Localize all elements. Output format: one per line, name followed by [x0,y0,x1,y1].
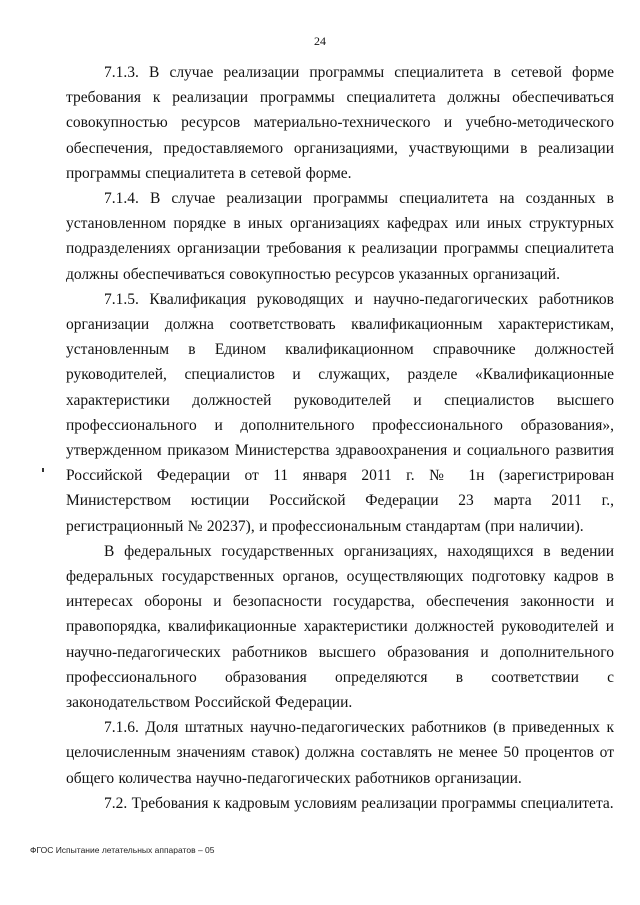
document-body [66,60,614,816]
paragraph-7-2: 7.2. Требования к кадровым условиям реализации программы специалитета. [104,794,614,812]
paragraph-federal-organizations: В федеральных государственных организациях, находящихся в ведении федеральных государственных органов, осуществляющих подготовку кадров в интересах обороны и безопасности государства, обеспечения законности и правопорядка, квалификационные характеристики должностей руководителей и научно-педагогических работников высшего образования и дополнительного профессионального образования определяются в соответствии с законодательством Российской Федерации. [66,542,614,712]
paragraph-7-1-4: 7.1.4. В случае реализации программы специалитета на созданных в установленном порядке в иных организациях кафедрах или иных структурных подразделениях организации требования к реализации программы специалитета должны обеспечиваться совокупностью ресурсов указанных организаций. [66,190,614,283]
paragraph-7-1-6: 7.1.6. Доля штатных научно-педагогических работников (в приведенных к целочисленным значениям ставок) должна составлять не менее 50 процентов от общего количества научно-педагогических работников организации. [66,719,614,787]
page-number: 24 [314,34,326,48]
scan-speck [42,468,44,472]
page-footer: ФГОС Испытание летательных аппаратов – 05 [30,845,215,855]
paragraph-7-1-3: 7.1.3. В случае реализации программы специалитета в сетевой форме требования к реализации программы специалитета должны обеспечиваться совокупностью ресурсов материально-технического и учебно-методического обеспечения, предоставляемого организациями, участвующими в реализации программы специалитета в сетевой форме. [66,64,614,182]
paragraph-7-1-5: 7.1.5. Квалификация руководящих и научно-педагогических работников организации должна соответствовать квалификационным характеристикам, установленным в Едином квалификационном справочнике должностей руководителей, специалистов и служащих, разделе «Квалификационные характеристики должностей руководителей и специалистов высшего профессионального и дополнительного профессионального образования», утвержденном приказом Министерства здравоохранения и социального развития Российской Федерации от 11 января 2011 г. № 1н (зарегистрирован Министерством юстиции Российской Федерации 23 марта 2011 г., регистрационный № 20237), и профессиональным стандартам (при наличии). [66,290,614,535]
